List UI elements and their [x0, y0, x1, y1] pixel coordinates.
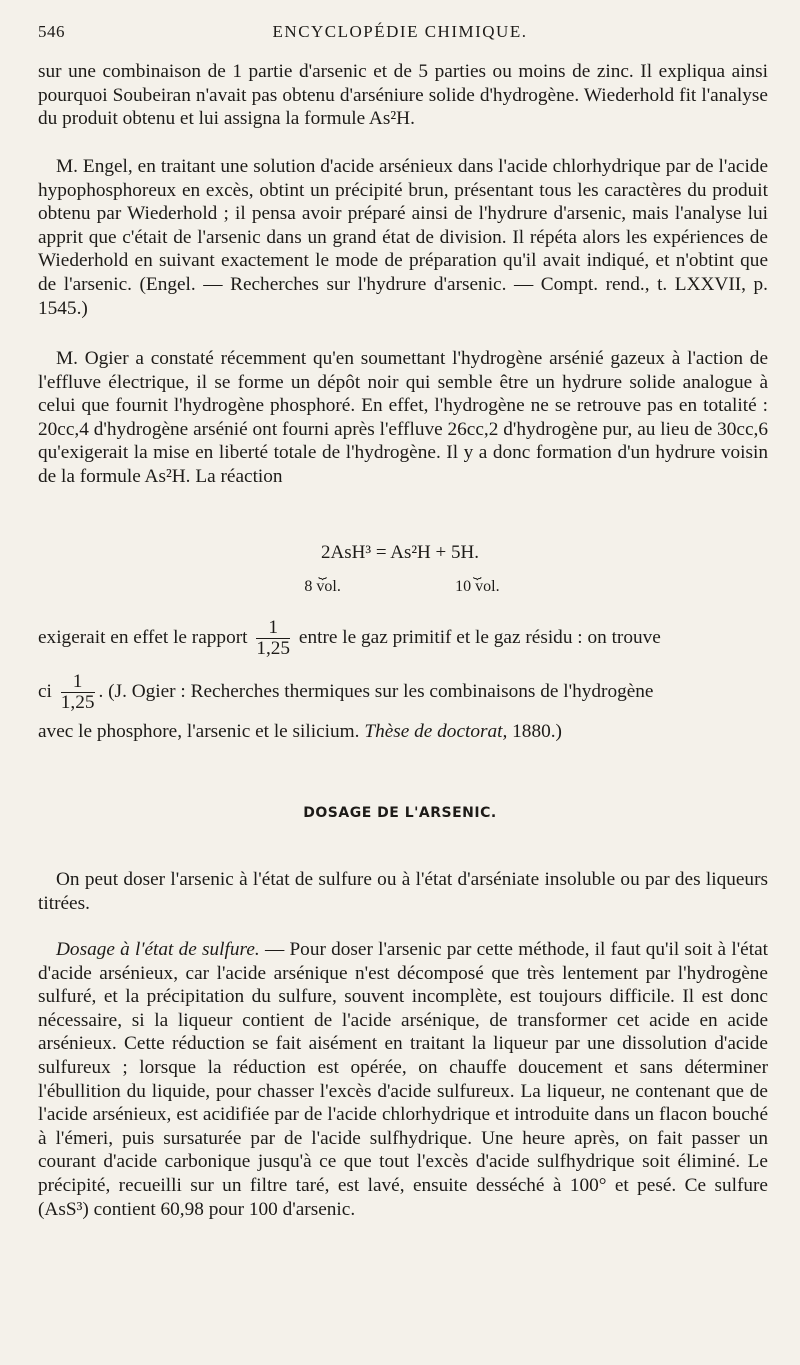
left-volume-label: ⏟ 8 vol.: [304, 565, 341, 595]
equation-formula: 2AsH³ = As²H + 5H.: [321, 542, 479, 563]
paragraph-3: M. Ogier a constaté récemment qu'en soumettant l'hydrogène arsénié gazeux à l'action de l'effluve électrique, il se forme un dépôt noir qui semble être un hydrure solide analogue à celui que fournit l'hydrogène phosphoré. En effet, l'hydrogène ne se retrouve pas en totalité : 20cc,4 d'hydrogène arsénié ont fourni après l'effluve 26cc,2 d'hydrogène pur, au lieu de 30cc,6 qu'exigerait la mise en liberté totale de l'hydrogène. Il y a donc formation d'un hydrure voisin de la formule As²H. La réaction: [38, 348, 768, 487]
thesis-citation: Thèse de doctorat,: [364, 721, 508, 742]
reaction-equation: [0, 542, 800, 597]
found-line2-text: avec le phosphore, l'arsenic et le silicium.: [38, 721, 360, 742]
ratio-text-before: exigerait en effet le rapport: [38, 626, 248, 648]
ratio-denominator: 1,25: [256, 638, 291, 659]
paragraph-4: On peut doser l'arsenic à l'état de sulfure ou à l'état d'arséniate insoluble ou par des liqueurs titrées.: [38, 869, 768, 914]
section-title: DOSAGE DE L'ARSENIC.: [303, 805, 497, 821]
ratio-numerator: 1: [256, 618, 290, 639]
subsection-title: Dosage à l'état de sulfure.: [56, 939, 260, 960]
ratio-line: [38, 618, 768, 659]
paragraph-5-body: — Pour doser l'arsenic par cette méthode, il faut qu'il soit à l'état d'acide arsénieux, car l'acide arsénique n'est décomposé que très lentement par l'hydrogène sulfuré, et la précipitation du sulfure, souvent incomplète, est toujours difficile. Il est donc nécessaire, si la liqueur contient de l'acide arsénique, de transformer cet acide en acide arsénieux. Cette réduction se fait aisément en traitant la liqueur par une dissolution d'acide sulfureux ; lorsque la réduction est opérée, on chauffe doucement et sans déterminer l'ébullition du liquide, pour chasser l'excès d'acide sulfureux. La liqueur, ne contenant que de l'acide arsénieux, est acidifiée par de l'acide chlorhydrique et introduite dans un flacon bouché à l'émeri, puis sursaturée par de l'acide sulfhydrique. Une heure après, on fait passer un courant d'acide carbonique jusqu'à ce que tout l'excès d'acide sulfhydrique soit éliminé. Le précipité, recueilli sur un filtre taré, est lavé, ensuite desséché à 100° et pesé. Ce sulfure (AsS³) contient 60,98 pour 100 d'arsenic.: [38, 939, 768, 1220]
found-line: [38, 672, 768, 713]
found-line-2: [38, 720, 768, 744]
paragraph-2: M. Engel, en traitant une solution d'acide arsénieux dans l'acide chlorhydrique par de l'acide hypophosphoreux en excès, obtint un précipité brun, présentant tous les caractères du produit obtenu par Wiederhold ; il pensa avoir préparé ainsi de l'hydrure d'arsenic, mais l'analyse lui apprit que c'était de l'arsenic dans un grand état de division. Il répéta alors les expériences de Wiederhold en suivant exactement le mode de préparation qu'il avait indiqué, et n'obtint que de l'arsenic. (Engel. — Recherches sur l'hydrure d'arsenic. — Compt. rend., t. LXXVII, p. 1545.): [38, 156, 768, 319]
paragraph-5: [38, 938, 768, 1221]
found-denominator: 1,25: [60, 692, 95, 713]
found-text-after: . (J. Ogier : Recherches thermiques sur les combinaisons de l'hydrogène: [98, 680, 654, 702]
paragraph-1: sur une combinaison de 1 partie d'arsenic et de 5 parties ou moins de zinc. Il expliqua ainsi pourquoi Soubeiran n'avait pas obtenu d'arséniure solide d'hydrogène. Wiederhold fit l'analyse du produit obtenu et lui assigna la formule As²H.: [38, 61, 768, 130]
page-number: 546: [38, 22, 65, 41]
found-numerator: 1: [61, 672, 95, 693]
found-text-before: ci: [38, 680, 52, 702]
running-title: ENCYCLOPÉDIE CHIMIQUE.: [272, 22, 528, 41]
right-volume-label: ⏟ 10 vol.: [455, 565, 500, 595]
found-line2-end: 1880.): [512, 721, 562, 742]
found-fraction: [61, 672, 95, 713]
ratio-fraction: [256, 618, 290, 659]
ratio-text-after: entre le gaz primitif et le gaz résidu : on trouve: [298, 626, 661, 648]
page-header: [38, 22, 762, 52]
